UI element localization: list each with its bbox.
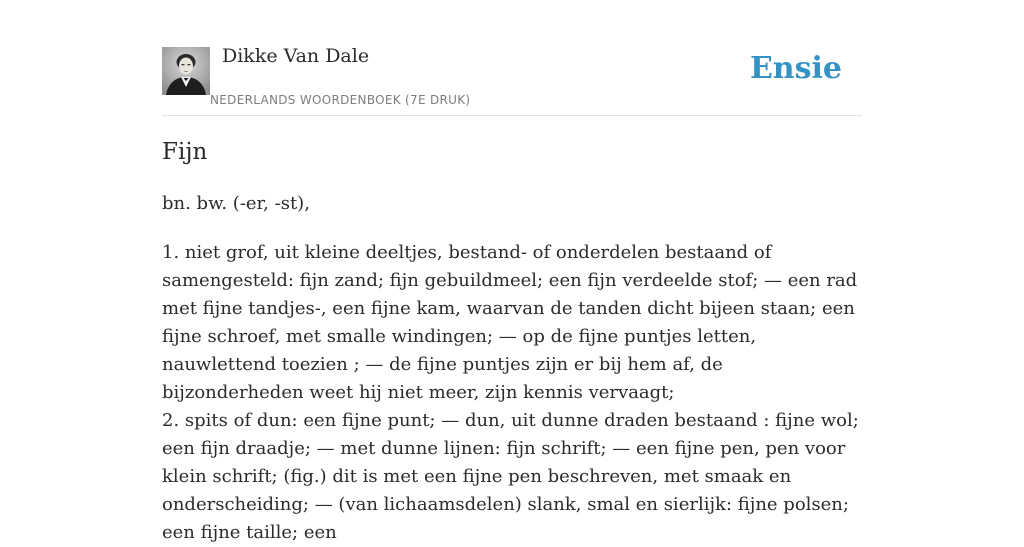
dictionary-subtitle[interactable]: NEDERLANDS WOORDENBOEK (7E DRUK)	[210, 93, 471, 107]
definitions	[162, 239, 862, 547]
entry-title: Fijn	[162, 139, 208, 165]
brand-logo[interactable]: Ensie	[749, 51, 842, 86]
definition-item: 1. niet grof, uit kleine deeltjes, bestand- of onderdelen bestaand of samengesteld: fijn zand; fijn gebuildmeel; een fijn verdeelde stof; — een rad met fijne tandjes-, een fijne kam, waarvan de tanden dicht bijeen staan; een fijne schroef, met smalle windingen; — op de fijne puntjes letten, nauwlettend toezien ; — de fijne puntjes zijn er bij hem af, de bijzonderheden weet hij niet meer, zijn kennis vervaagt;	[162, 242, 858, 403]
author-name[interactable]: Dikke Van Dale	[222, 45, 370, 67]
author-portrait-svg	[162, 47, 210, 95]
author-portrait-icon[interactable]	[162, 47, 210, 95]
header	[162, 0, 862, 116]
grammar-info: bn. bw. (-er, -st),	[162, 193, 310, 214]
definition-item: 2. spits of dun: een fijne punt; — dun, uit dunne draden bestaand : fijne wol; een fijn draadje; — met dunne lijnen: fijn schrift; — een fijne pen, pen voor klein schrift; (fig.) dit is met een fijne pen beschreven, met smaak en onderscheiding; — (van lichaamsdelen) slank, smal en sierlijk: fijne polsen; een fijne taille; een	[162, 410, 859, 543]
content-container	[162, 0, 862, 543]
